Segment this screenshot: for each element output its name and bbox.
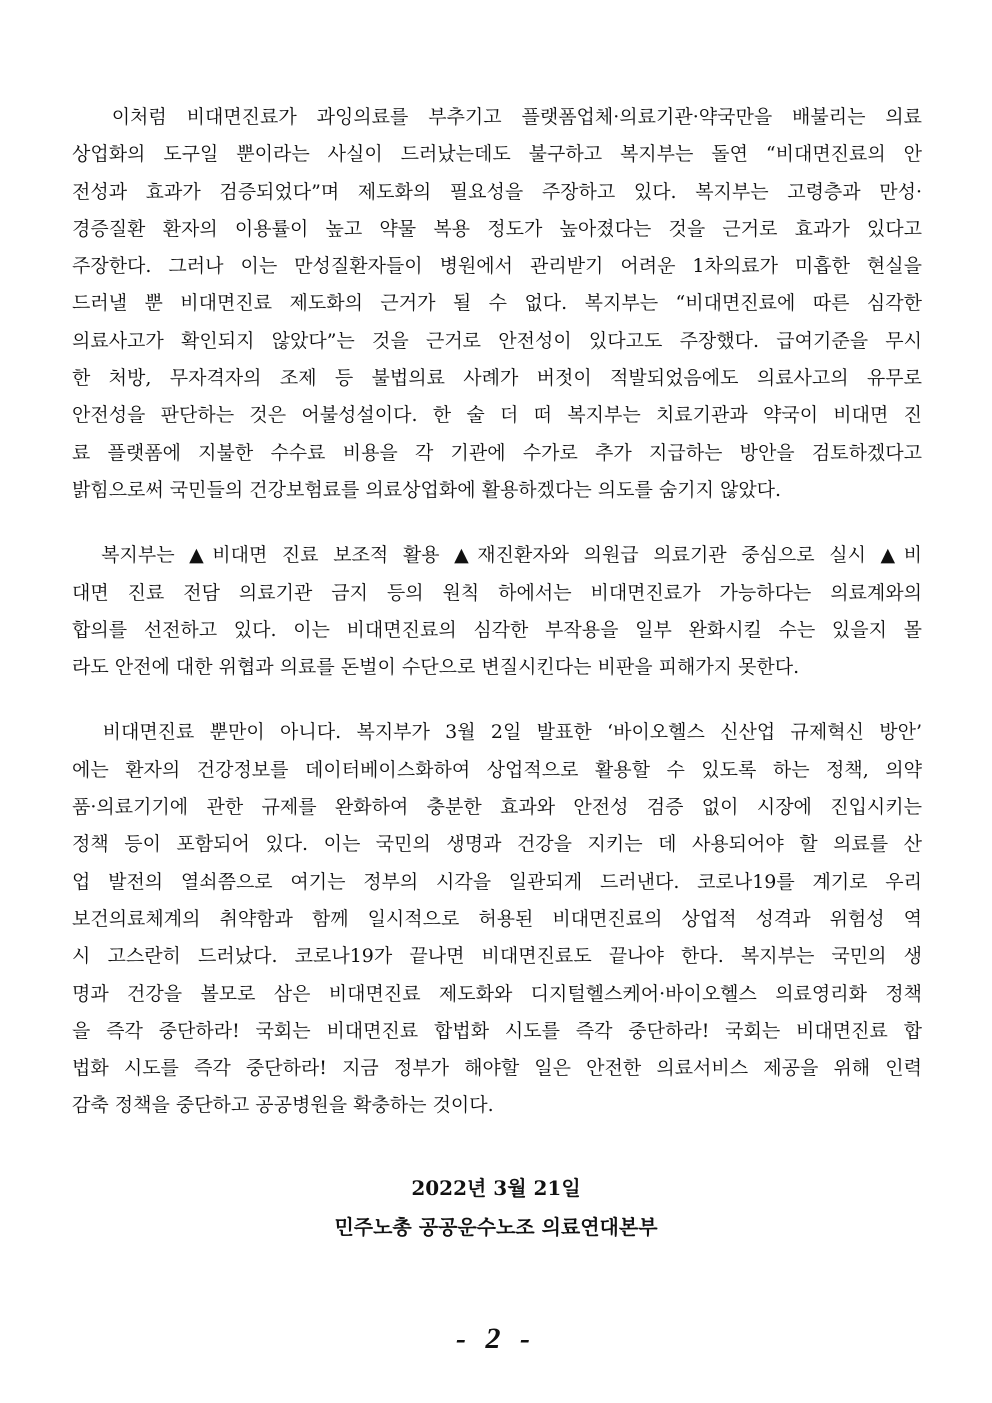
text-line: 보건의료체계의 취약함과 함께 일시적으로 허용된 비대면진료의 상업적 성격과 위험성 역 [72,907,922,930]
document-body [72,99,922,1153]
text-line: 시 고스란히 드러났다. 코로나19가 끝나면 비대면진료도 끝나야 한다. 복지부는 국민의 생 [72,945,922,968]
text-line: 전성과 효과가 검증되었다”며 제도화의 필요성을 주장하고 있다. 복지부는 고령층과 만성· [72,180,922,203]
text-line: 의료사고가 확인되지 않았다”는 것을 근거로 안전성이 있다고도 주장했다. 급여기준을 무시 [72,329,922,352]
text-line: 상업화의 도구일 뿐이라는 사실이 드러났는데도 불구하고 복지부는 돌연 “비대면진료의 안 [72,143,922,166]
text-line: 이처럼 비대면진료가 과잉의료를 부추기고 플랫폼업체·의료기관·약국만을 배불리는 의료 [72,106,922,128]
paragraph-1 [72,99,922,509]
text-line: 료 플랫폼에 지불한 수수료 비용을 각 기관에 수가로 추가 지급하는 방안을 검토하겠다고 [72,441,922,464]
text-line: 주장한다. 그러나 이는 만성질환자들이 병원에서 관리받기 어려운 1차의료가 미흡한 현실을 [72,255,922,278]
paragraph-3 [72,714,922,1124]
text-line: 경증질환 환자의 이용률이 높고 약물 복용 정도가 높아졌다는 것을 근거로 효과가 있다고 [72,217,922,240]
text-line: 드러낼 뿐 비대면진료 제도화의 근거가 될 수 없다. 복지부는 “비대면진료에 따른 심각한 [72,292,922,315]
paragraph-2 [72,537,922,686]
text-line: 법화 시도를 즉각 중단하라! 지금 정부가 해야할 일은 안전한 의료서비스 제공을 위해 인력 [72,1057,922,1080]
text-line: 정책 등이 포함되어 있다. 이는 국민의 생명과 건강을 지키는 데 사용되어야 할 의료를 산 [72,833,922,856]
text-line: 대면 진료 전담 의료기관 금지 등의 원칙 하에서는 비대면진료가 가능하다는 의료계와의 [72,581,922,604]
page-number: - 2 - [456,1322,536,1355]
document-signature: 민주노총 공공운수노조 의료연대본부 [334,1215,658,1239]
text-line: 합의를 선전하고 있다. 이는 비대면진료의 심각한 부작용을 일부 완화시킬 수는 있을지 몰 [72,618,922,641]
text-line: 감축 정책을 중단하고 공공병원을 확충하는 것이다. [72,1094,494,1117]
text-line: 한 처방, 무자격자의 조제 등 불법의료 사례가 버젓이 적발되었음에도 의료사고의 유무로 [72,367,922,390]
text-line: 명과 건강을 볼모로 삼은 비대면진료 제도화와 디지털헬스케어·바이오헬스 의료영리화 정책 [72,982,922,1005]
text-line: 라도 안전에 대한 위협과 의료를 돈벌이 수단으로 변질시킨다는 비판을 피해가지 못한다. [72,656,800,679]
text-line: 밝힘으로써 국민들의 건강보험료를 의료상업화에 활용하겠다는 의도를 숨기지 않았다. [72,478,782,501]
text-line: 을 즉각 중단하라! 국회는 비대면진료 합법화 시도를 즉각 중단하라! 국회는 비대면진료 합 [72,1019,922,1042]
text-line: 업 발전의 열쇠쯤으로 여기는 정부의 시각을 일관되게 드러낸다. 코로나19를 계기로 우리 [72,870,922,893]
text-line: 에는 환자의 건강정보를 데이터베이스화하여 상업적으로 활용할 수 있도록 하는 정책, 의약 [72,758,922,781]
document-date: 2022년 3월 21일 [411,1176,581,1200]
text-line: 안전성을 판단하는 것은 어불성설이다. 한 술 더 떠 복지부는 치료기관과 약국이 비대면 진 [72,404,922,427]
text-line: 품·의료기기에 관한 규제를 완화하여 충분한 효과와 안전성 검증 없이 시장에 진입시키는 [72,796,922,819]
text-line: 복지부는 ▲비대면 진료 보조적 활용 ▲재진환자와 의원급 의료기관 중심으로 실시 ▲비 [72,544,922,567]
text-line: 비대면진료 뿐만이 아니다. 복지부가 3월 2일 발표한 ‘바이오헬스 신산업 규제혁신 방안’ [72,721,922,744]
